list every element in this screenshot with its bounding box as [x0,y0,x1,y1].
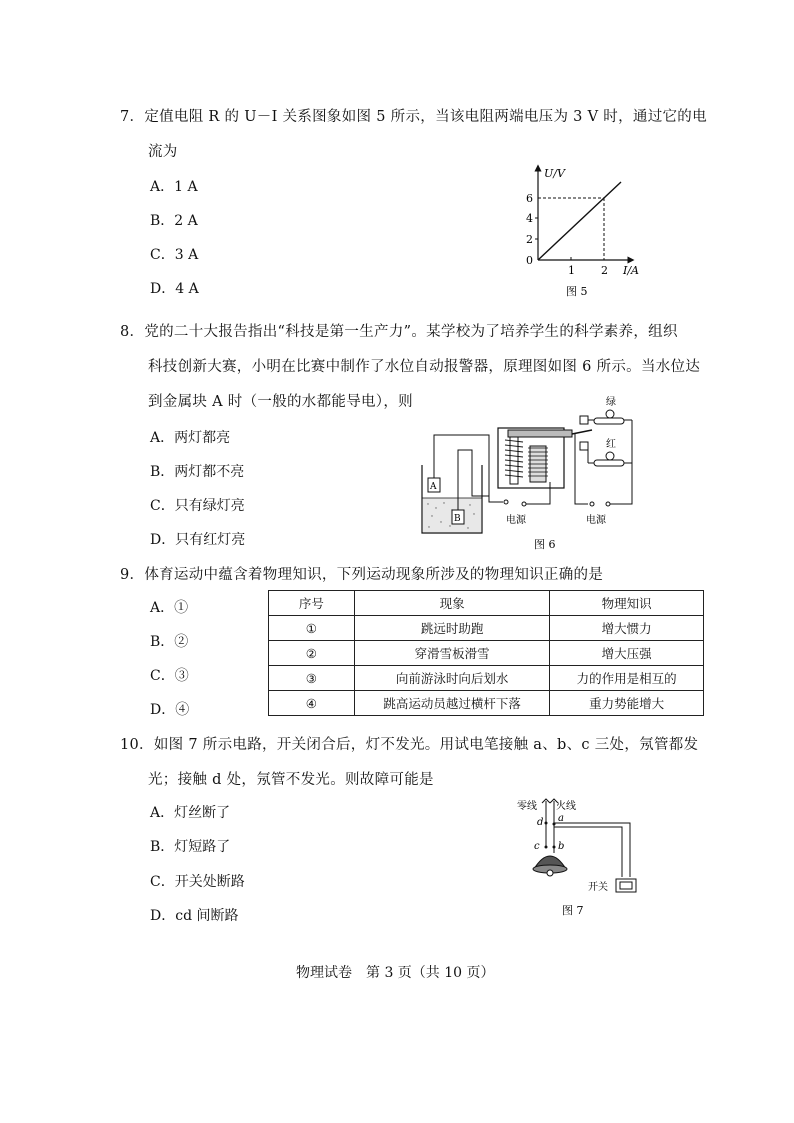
q9-option-c: C．③ [150,668,189,684]
x-tick-2: 2 [601,264,608,277]
table-cell: 增大压强 [550,641,704,666]
table-row [269,616,704,641]
q8-stem-line1: 8．党的二十大报告指出“科技是第一生产力”。某学校为了培养学生的科学素养，组织 [120,324,678,340]
figure-6-caption: 图 6 [534,538,556,551]
q10-option-a: A．灯丝断了 [150,805,231,821]
q8-option-a: A．两灯都亮 [150,430,231,446]
q10-stem-line1: 10．如图 7 所示电路，开关闭合后，灯不发光。用试电笔接触 a、b、c 三处，氖管都发 [120,737,699,753]
ui-line [538,182,621,260]
q9-option-a: A．① [150,600,189,616]
switch-label: 开关 [588,882,608,893]
table-cell: 力的作用是相互的 [550,666,704,691]
figure-7-caption: 图 7 [562,904,584,917]
point-b-label: b [558,841,565,852]
x-axis-label: I/A [623,264,639,277]
live-wire-label: 火线 [556,801,576,812]
q7-option-a: A．1 A [150,179,198,195]
x-tick-1: 1 [568,264,575,277]
physics-knowledge-table [268,590,704,716]
svg-text:B: B [454,514,461,524]
table-row [269,666,704,691]
table-header: 物理知识 [550,591,704,616]
q7-stem-line1: 7．定值电阻 R 的 U－I 关系图象如图 5 所示，当该电阻两端电压为 3 V 时，通过它的电 [120,109,707,125]
figure-7-household-circuit [512,797,642,919]
q8-option-b: B．两灯都不亮 [150,464,245,480]
q8-stem-line2: 科技创新大赛，小明在比赛中制作了水位自动报警器，原理图如图 6 所示。当水位达 [148,359,701,375]
armature [508,430,572,437]
table-cell: 增大惯力 [550,616,704,641]
table-cell: ① [269,616,355,641]
q7-stem-line2: 流为 [148,144,178,160]
table-header-row [269,591,704,616]
y-axis-label: U/V [544,167,565,180]
q7-option-b: B．2 A [150,213,198,229]
figure-6-water-alarm-circuit [410,390,655,558]
table-header: 序号 [269,591,355,616]
q10-option-d: D．cd 间断路 [150,908,239,924]
q8-option-d: D．只有红灯亮 [150,532,246,548]
y-tick-2: 2 [526,233,533,246]
figure-5-caption: 图 5 [566,285,588,298]
point-c-label: c [534,841,540,852]
table-header: 现象 [354,591,550,616]
svg-text:A: A [430,482,437,492]
table-cell: 跳高运动员越过横杆下落 [354,691,550,716]
table-cell: ④ [269,691,355,716]
power-supply-1-label: 电源 [506,515,526,526]
green-lamp-icon [606,410,614,418]
spring [505,440,523,477]
red-lamp-icon [606,452,614,460]
q8-stem-line3: 到金属块 A 时（一般的水都能导电），则 [148,394,413,410]
red-lamp-label: 红 [606,439,616,450]
y-tick-0: 0 [526,254,533,267]
neutral-wire-label: 零线 [517,801,537,812]
q10-stem-line2: 光；接触 d 处，氖管不发光。则故障可能是 [148,772,434,788]
page-footer: 物理试卷 第 3 页（共 10 页） [296,965,495,981]
q10-option-c: C．开关处断路 [150,874,245,890]
q7-option-c: C．3 A [150,247,199,263]
table-row [269,691,704,716]
q9-stem: 9．体育运动中蕴含着物理知识，下列运动现象所涉及的物理知识正确的是 [120,567,604,583]
q8-option-c: C．只有绿灯亮 [150,498,245,514]
table-cell: ③ [269,666,355,691]
q7-option-d: D．4 A [150,281,199,297]
point-d-label: d [537,817,544,828]
y-tick-6: 6 [526,192,533,205]
q9-option-d: D．④ [150,702,190,718]
q10-option-b: B．灯短路了 [150,839,231,855]
y-tick-4: 4 [526,212,533,225]
table-cell: 重力势能增大 [550,691,704,716]
table-cell: 跳远时助跑 [354,616,550,641]
figure-5-ui-graph [515,160,655,302]
point-a-label: a [558,813,564,824]
table-cell: 穿滑雪板滑雪 [354,641,550,666]
green-lamp-label: 绿 [606,397,616,408]
table-row [269,641,704,666]
table-cell: ② [269,641,355,666]
q9-option-b: B．② [150,634,189,650]
power-supply-2-label: 电源 [586,515,606,526]
table-cell: 向前游泳时向后划水 [354,666,550,691]
